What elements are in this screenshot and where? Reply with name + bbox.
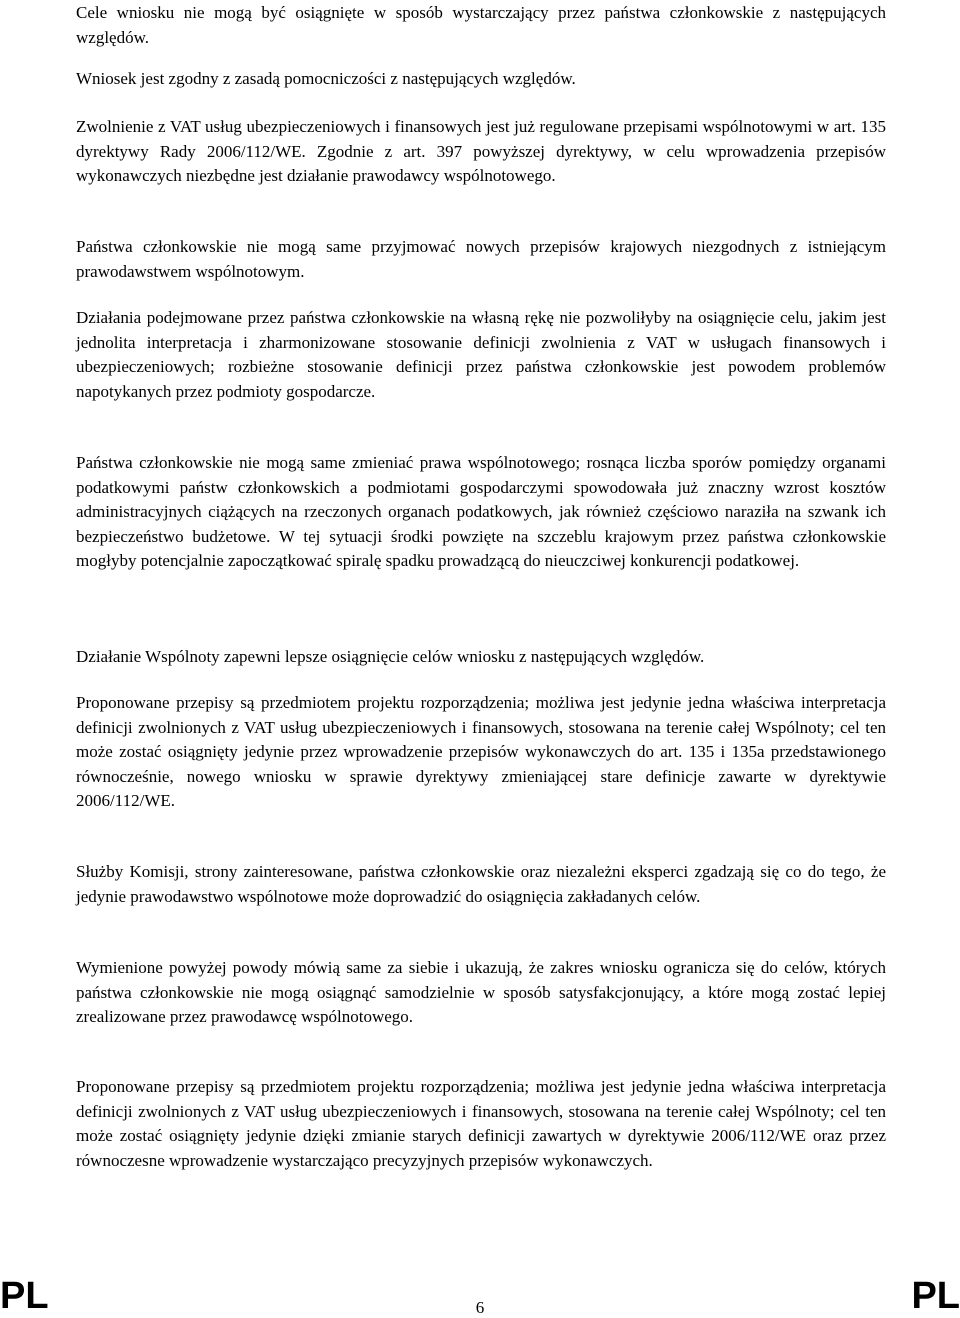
paragraph-8: Proponowane przepisy są przedmiotem projektu rozporządzenia; możliwa jest jedynie jedna właściwa interpretacja definicji zwolnionych z VAT usług ubezpieczeniowych i finansowych, stosowana na terenie całej Wspólnoty; cel ten może zostać osiągnięty jedynie przez wprowadzenie przepisów wykonawczych do art. 135 i 135a przedstawionego równocześnie, nowego wniosku w sprawie dyrektywy zmieniającej stare definicje zawarte w dyrektywie 2006/112/WE. [76,693,886,811]
paragraph-2: Wniosek jest zgodny z zasadą pomocniczości z następujących względów. [76,69,576,88]
paragraph-11: Proponowane przepisy są przedmiotem projektu rozporządzenia; możliwa jest jedynie jedna właściwa interpretacja definicji zwolnionych z VAT usług ubezpieczeniowych i finansowych, stosowana na terenie całej Wspólnoty; cel ten może zostać osiągnięty jedynie dzięki zmianie starych definicji zawartych w dyrektywie 2006/112/WE oraz przez równoczesne wprowadzenie wystarczająco precyzyjnych przepisów wykonawczych. [76,1077,886,1170]
page-number: 6 [475,1298,485,1317]
paragraph-4: Państwa członkowskie nie mogą same przyjmować nowych przepisów krajowych niezgodnych z istniejącym prawodawstwem wspólnotowym. [76,237,886,281]
paragraph-7: Działanie Wspólnoty zapewni lepsze osiągnięcie celów wniosku z następujących względów. [76,647,705,666]
paragraph-1: Cele wniosku nie mogą być osiągnięte w sposób wystarczający przez państwa członkowskie z następujących względów. [76,3,886,47]
paragraph-9: Służby Komisji, strony zainteresowane, państwa członkowskie oraz niezależni eksperci zgadzają się co do tego, że jedynie prawodawstwo wspólnotowe może doprowadzić do osiągnięcia zakładanych celów. [76,862,886,906]
footer-language-left: PL [0,1275,49,1317]
paragraph-6: Państwa członkowskie nie mogą same zmieniać prawa wspólnotowego; rosnąca liczba sporów pomiędzy organami podatkowymi państw członkowskich a podmiotami gospodarczymi spowodowała już znaczny wzrost kosztów administracyjnych ciążących na rzeczonych organach podatkowych, jak również częściowo naraziła na szwank ich bezpieczeństwo budżetowe. W tej sytuacji środki powzięte na szczeblu krajowym przez państwa członkowskie mogłyby potencjalnie zapoczątkować spiralę spadku prowadzącą do nieuczciwej konkurencji podatkowej. [76,453,886,571]
paragraph-3: Zwolnienie z VAT usług ubezpieczeniowych i finansowych jest już regulowane przepisami wspólnotowymi w art. 135 dyrektywy Rady 2006/112/WE. Zgodnie z art. 397 powyższej dyrektywy, w celu wprowadzenia przepisów wykonawczych niezbędne jest działanie prawodawcy wspólnotowego. [76,117,886,186]
paragraph-5: Działania podejmowane przez państwa członkowskie na własną rękę nie pozwoliłyby na osiągnięcie celu, jakim jest jednolita interpretacja i zharmonizowane stosowanie definicji zwolnienia z VAT w usługach finansowych i ubezpieczeniowych; rozbieżne stosowanie definicji przez państwa członkowskie jest powodem problemów napotykanych przez podmioty gospodarcze. [76,308,886,401]
footer-language-right: PL [911,1275,960,1317]
paragraph-10: Wymienione powyżej powody mówią same za siebie i ukazują, że zakres wniosku ogranicza się do celów, których państwa członkowskie nie mogą osiągnąć samodzielnie w sposób satysfakcjonujący, a które mogą zostać lepiej zrealizowane przez prawodawcę wspólnotowego. [76,958,886,1027]
